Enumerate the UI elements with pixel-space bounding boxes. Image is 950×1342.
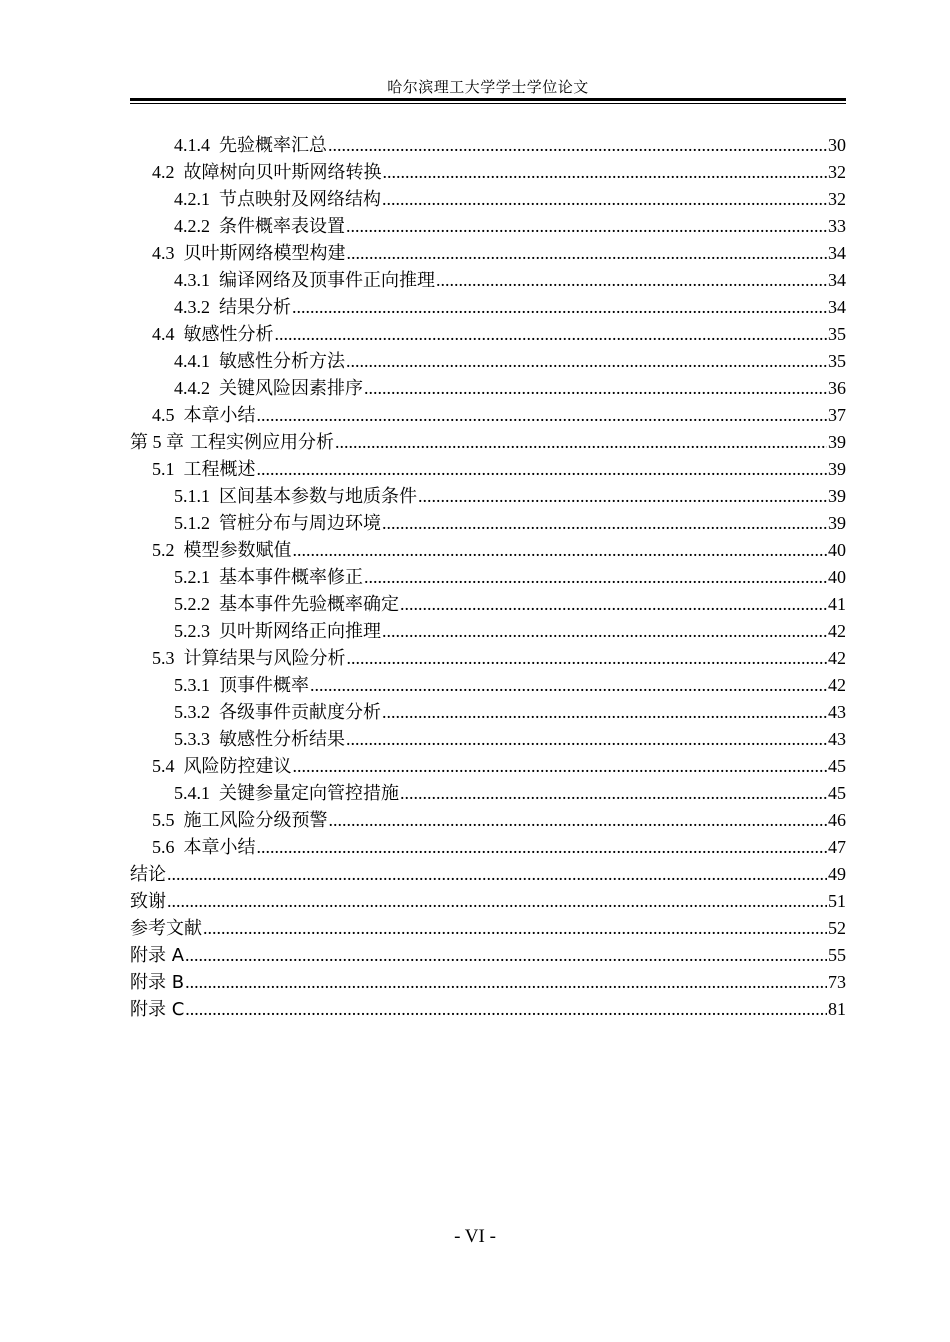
toc-entry-number: 4.3.1 (174, 270, 210, 290)
toc-entry[interactable] (130, 672, 846, 699)
toc-dot-leader (185, 996, 827, 1023)
toc-entry[interactable] (130, 186, 846, 213)
toc-dot-leader (185, 942, 827, 969)
toc-entry-page: 32 (828, 189, 846, 209)
toc-entry-page: 35 (828, 324, 846, 344)
toc-entry-title: 致谢 (130, 891, 166, 912)
toc-entry-title: 敏感性分析结果 (219, 729, 345, 750)
toc-dot-leader (292, 294, 827, 321)
toc-entry-title: 计算结果与风险分析 (183, 648, 346, 669)
toc-entry-title: 基本事件概率修正 (219, 567, 363, 588)
toc-entry[interactable] (130, 834, 846, 861)
toc-entry-number: 5.2.2 (174, 594, 210, 614)
toc-entry[interactable] (130, 537, 846, 564)
toc-entry[interactable] (130, 942, 846, 969)
toc-entry-title: 模型参数赋值 (183, 540, 292, 561)
toc-entry-title: 敏感性分析 (183, 324, 274, 345)
toc-entry-title: 编译网络及顶事件正向推理 (219, 270, 435, 291)
toc-entry[interactable] (130, 483, 846, 510)
toc-entry-page: 34 (828, 270, 846, 290)
toc-entry-number: 5.1.1 (174, 486, 210, 506)
toc-dot-leader (382, 186, 827, 213)
toc-entry-title: 结果分析 (219, 297, 291, 318)
toc-entry-number: 5.3.3 (174, 729, 210, 749)
toc-dot-leader (293, 537, 828, 564)
toc-entry-title: 附录 A (130, 945, 185, 966)
toc-entry[interactable] (130, 294, 846, 321)
toc-entry[interactable] (130, 699, 846, 726)
toc-entry-title: 条件概率表设置 (219, 216, 345, 237)
toc-entry-number: 4.5 (152, 405, 175, 425)
toc-entry[interactable] (130, 375, 846, 402)
toc-entry-title: 管桩分布与周边环境 (219, 513, 381, 534)
toc-entry[interactable] (130, 402, 846, 429)
toc-entry-number: 4.3.2 (174, 297, 210, 317)
toc-entry-page: 45 (828, 756, 846, 776)
toc-entry[interactable] (130, 240, 846, 267)
toc-entry-number: 4.4.2 (174, 378, 210, 398)
table-of-contents (130, 132, 846, 1023)
toc-dot-leader (382, 618, 827, 645)
toc-entry[interactable] (130, 564, 846, 591)
toc-dot-leader (347, 240, 828, 267)
toc-entry-number: 5.3.1 (174, 675, 210, 695)
toc-entry-number: 第 5 章 (130, 432, 184, 452)
toc-entry[interactable] (130, 807, 846, 834)
running-header: 哈尔滨理工大学学士学位论文 (387, 78, 589, 96)
toc-entry-page: 35 (828, 351, 846, 371)
toc-entry[interactable] (130, 267, 846, 294)
toc-entry-page: 73 (828, 972, 846, 992)
toc-entry-number: 4.2 (152, 162, 175, 182)
toc-entry-number: 5.2 (152, 540, 175, 560)
toc-entry[interactable] (130, 429, 846, 456)
toc-entry-number: 5.3.2 (174, 702, 210, 722)
toc-entry[interactable] (130, 996, 846, 1023)
toc-entry-title: 先验概率汇总 (219, 135, 327, 156)
toc-entry-number: 5.2.1 (174, 567, 210, 587)
toc-entry-page: 39 (828, 459, 846, 479)
toc-entry-page: 41 (828, 594, 846, 614)
toc-entry-page: 40 (828, 567, 846, 587)
toc-entry[interactable] (130, 645, 846, 672)
toc-entry-page: 42 (828, 648, 846, 668)
toc-dot-leader (436, 267, 827, 294)
toc-entry-title: 各级事件贡献度分析 (219, 702, 381, 723)
toc-dot-leader (400, 591, 827, 618)
toc-dot-leader (383, 159, 828, 186)
toc-entry-title: 风险防控建议 (183, 756, 292, 777)
toc-entry-title: 本章小结 (183, 405, 256, 426)
toc-entry-page: 51 (828, 891, 846, 911)
toc-entry-page: 47 (828, 837, 846, 857)
toc-dot-leader (382, 699, 827, 726)
page-number: - VI - (454, 1226, 496, 1247)
toc-entry-page: 30 (828, 135, 846, 155)
toc-entry[interactable] (130, 591, 846, 618)
toc-dot-leader (257, 456, 828, 483)
toc-entry-title: 工程实例应用分析 (190, 432, 334, 453)
toc-entry-page: 34 (828, 297, 846, 317)
toc-entry[interactable] (130, 915, 846, 942)
toc-entry-number: 5.4.1 (174, 783, 210, 803)
toc-entry-page: 81 (828, 999, 846, 1019)
toc-entry[interactable] (130, 348, 846, 375)
toc-entry-title: 基本事件先验概率确定 (219, 594, 399, 615)
toc-dot-leader (257, 402, 828, 429)
header-rule-thin (130, 103, 846, 104)
toc-entry-title: 施工风险分级预警 (183, 810, 328, 831)
toc-entry-title: 敏感性分析方法 (219, 351, 345, 372)
toc-dot-leader (364, 564, 827, 591)
toc-entry-title: 贝叶斯网络模型构建 (183, 243, 346, 264)
toc-entry-page: 52 (828, 918, 846, 938)
toc-entry[interactable] (130, 861, 846, 888)
toc-entry-page: 49 (828, 864, 846, 884)
toc-entry-page: 33 (828, 216, 846, 236)
toc-entry-title: 关键风险因素排序 (219, 378, 363, 399)
toc-entry-title: 本章小结 (183, 837, 256, 858)
toc-entry-number: 5.1 (152, 459, 175, 479)
toc-dot-leader (203, 915, 827, 942)
toc-entry-title: 故障树向贝叶斯网络转换 (183, 162, 382, 183)
toc-entry[interactable] (130, 780, 846, 807)
toc-dot-leader (364, 375, 827, 402)
toc-entry-number: 5.2.3 (174, 621, 210, 641)
toc-entry-number: 4.3 (152, 243, 175, 263)
toc-entry-page: 55 (828, 945, 846, 965)
toc-entry-title: 附录 C (130, 999, 185, 1020)
toc-dot-leader (382, 510, 827, 537)
toc-entry[interactable] (130, 213, 846, 240)
toc-entry[interactable] (130, 132, 846, 159)
toc-dot-leader (346, 213, 827, 240)
toc-dot-leader (329, 807, 828, 834)
toc-dot-leader (347, 645, 828, 672)
toc-entry-title: 顶事件概率 (219, 675, 309, 696)
toc-entry-page: 42 (828, 675, 846, 695)
toc-entry-page: 36 (828, 378, 846, 398)
toc-entry-page: 39 (828, 513, 846, 533)
toc-dot-leader (310, 672, 827, 699)
toc-entry-title: 参考文献 (130, 918, 202, 939)
toc-entry[interactable] (130, 888, 846, 915)
toc-entry-title: 贝叶斯网络正向推理 (219, 621, 381, 642)
toc-entry-page: 43 (828, 729, 846, 749)
toc-entry-page: 37 (828, 405, 846, 425)
toc-entry-page: 43 (828, 702, 846, 722)
toc-entry-number: 4.4.1 (174, 351, 210, 371)
toc-dot-leader (167, 888, 827, 915)
toc-entry-page: 32 (828, 162, 846, 182)
toc-dot-leader (167, 861, 827, 888)
toc-entry-number: 4.4 (152, 324, 175, 344)
toc-entry-number: 5.1.2 (174, 513, 210, 533)
toc-entry[interactable] (130, 321, 846, 348)
toc-entry[interactable] (130, 159, 846, 186)
toc-entry[interactable] (130, 456, 846, 483)
toc-dot-leader (293, 753, 828, 780)
toc-entry-page: 39 (828, 486, 846, 506)
toc-entry-page: 45 (828, 783, 846, 803)
toc-entry[interactable] (130, 510, 846, 537)
toc-entry-title: 区间基本参数与地质条件 (219, 486, 417, 507)
toc-entry-page: 42 (828, 621, 846, 641)
toc-entry-page: 34 (828, 243, 846, 263)
toc-entry[interactable] (130, 726, 846, 753)
toc-entry-title: 节点映射及网络结构 (219, 189, 381, 210)
toc-entry[interactable] (130, 618, 846, 645)
toc-entry-title: 工程概述 (183, 459, 256, 480)
toc-dot-leader (257, 834, 828, 861)
toc-entry-number: 5.3 (152, 648, 175, 668)
toc-entry-title: 关键参量定向管控措施 (219, 783, 399, 804)
toc-entry-number: 5.6 (152, 837, 175, 857)
toc-entry[interactable] (130, 969, 846, 996)
toc-dot-leader (400, 780, 827, 807)
toc-dot-leader (185, 969, 827, 996)
header-rule-thick (130, 98, 846, 101)
toc-entry-number: 5.5 (152, 810, 175, 830)
toc-dot-leader (335, 429, 827, 456)
toc-entry-title: 结论 (130, 864, 166, 885)
toc-entry-number: 4.1.4 (174, 135, 210, 155)
toc-dot-leader (346, 726, 827, 753)
toc-dot-leader (346, 348, 827, 375)
toc-entry-number: 5.4 (152, 756, 175, 776)
toc-entry-number: 4.2.1 (174, 189, 210, 209)
toc-entry-number: 4.2.2 (174, 216, 210, 236)
toc-entry[interactable] (130, 753, 846, 780)
toc-entry-page: 46 (828, 810, 846, 830)
toc-dot-leader (275, 321, 828, 348)
toc-entry-page: 39 (828, 432, 846, 452)
toc-entry-page: 40 (828, 540, 846, 560)
toc-dot-leader (328, 132, 827, 159)
toc-entry-title: 附录 B (130, 972, 185, 993)
toc-dot-leader (418, 483, 827, 510)
